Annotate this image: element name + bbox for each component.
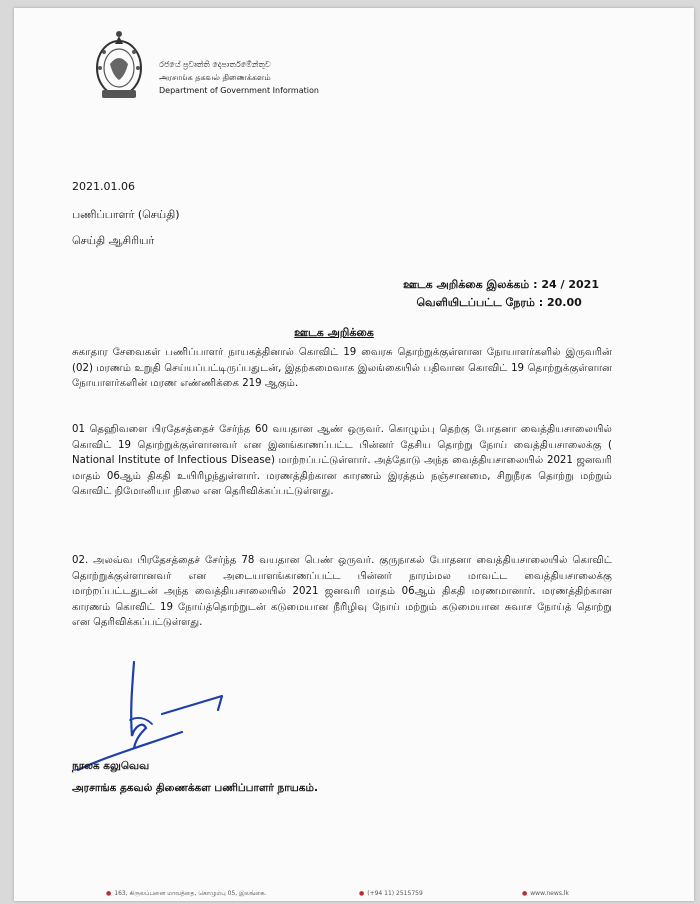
bullet-dot-icon: ● <box>106 890 112 897</box>
case-2-paragraph: 02. அலவ்வ பிரதேசத்தைச் சேர்ந்த 78 வயதான பெண் ஒருவர். குருநாகல் போதனா வைத்தியசாலையில் கொவிட் தொற்றுக்குள்ளானவர் என அடையாளங்காணப்பட்ட பின்னர் நாரம்மல மாவட்ட வைத்தியசாலைக்கு மாற்றப்பட்டதுடன் அந்த வைத்தியசாலையில் 2021 ஜனவரி மாதம் 06ஆம் திகதி மரணமானார். மரணத்திற்கான காரணம் கொவிட் 19 நோய்த்தொற்றுடன் கடுமையான நீரிழிவு நோய் மற்றும் கடுமையான சுவாச நோய்த் தொற்று என தெரிவிக்கப்பட்டுள்ளது. <box>72 555 612 628</box>
document-page <box>14 8 694 901</box>
footer-address: ● 163, கிருலப்பனை மாவத்தை, கொழும்பு 05, இலங்கை. <box>106 890 267 897</box>
recipient-line-1: பணிப்பாளர் (செய்தி) <box>72 208 180 221</box>
document-date: 2021.01.06 <box>72 180 135 193</box>
release-time-label: வெளியிடப்பட்ட நேரம் <box>416 296 535 309</box>
release-number-row: ஊடக அறிக்கை இலக்கம் : 24 / 2021 <box>403 278 599 291</box>
signatory-title: அரசாங்க தகவல் திணைக்கள பணிப்பாளர் நாயகம். <box>72 782 318 794</box>
recipient-line-2: செய்தி ஆசிரியர் <box>72 234 155 247</box>
footer <box>14 886 694 904</box>
intro-paragraph: சுகாதார சேவைகள் பணிப்பாளர் நாயகத்தினால் கொவிட் 19 வைரசு தொற்றுக்குள்ளான நோயாளர்களில் இருவரின் (02) மரணம் உறுதி செய்யப்பட்டிருப்பதுடன், இதற்கமைவாக இலங்கையில் பதிவான கொவிட் 19 தொற்றுக்குள்ளான நோயாளர்களின் மரண எண்ணிக்கை 219 ஆகும். <box>72 347 612 389</box>
letterhead <box>159 58 319 97</box>
case-1-paragraph: 01 தெஹிவளை பிரதேசத்தைச் சேர்ந்த 60 வயதான ஆண் ஒருவர். கொழும்பு தெற்கு போதனா வைத்தியசாலையில் கொவிட் 19 தொற்றுக்குள்ளானவர் என இனங்காணப்பட்ட பின்னர் தேசிய தொற்று நோய் வைத்தியசாலைக்கு ( National Institute of Infectious Disease) மாற்றப்பட்டுள்ளார். அத்தோடு அந்த வைத்தியசாலையில் 2021 ஜனவரி மாதம் 06ஆம் திகதி உயிரிழந்துள்ளார். மரணத்திற்கான காரணம் இரத்தம் நஞ்சானமை, சிறுநீரக தொற்று மற்றும் கொவிட் நிமோனியா நிலை என தெரிவிக்கப்பட்டுள்ளது. <box>72 424 612 497</box>
footer-web: ● www.news.lk <box>522 890 569 897</box>
letterhead-english: Department of Government Information <box>159 86 319 95</box>
bullet-dot-icon: ● <box>359 890 365 897</box>
letterhead-sinhala: රජයේ ප්‍රවෘත්ති දෙපාර්තමේන්තුව <box>159 60 271 69</box>
release-number-value: 24 / 2021 <box>541 278 599 291</box>
bullet-dot-icon: ● <box>522 890 528 897</box>
letterhead-tamil: அரசாங்க தகவல் திணைக்களம் <box>159 73 271 82</box>
release-number-label: ஊடக அறிக்கை இலக்கம் <box>403 278 530 291</box>
signatory-name: நாலக கலுவெவ <box>72 760 150 772</box>
sri-lanka-emblem-icon <box>92 30 146 102</box>
media-release-heading: ஊடக அறிக்கை <box>294 326 374 339</box>
release-time-value: 20.00 <box>547 296 582 309</box>
footer-phone: ● (+94 11) 2515759 <box>359 890 423 897</box>
release-time-row: வெளியிடப்பட்ட நேரம் : 20.00 <box>417 296 600 311</box>
